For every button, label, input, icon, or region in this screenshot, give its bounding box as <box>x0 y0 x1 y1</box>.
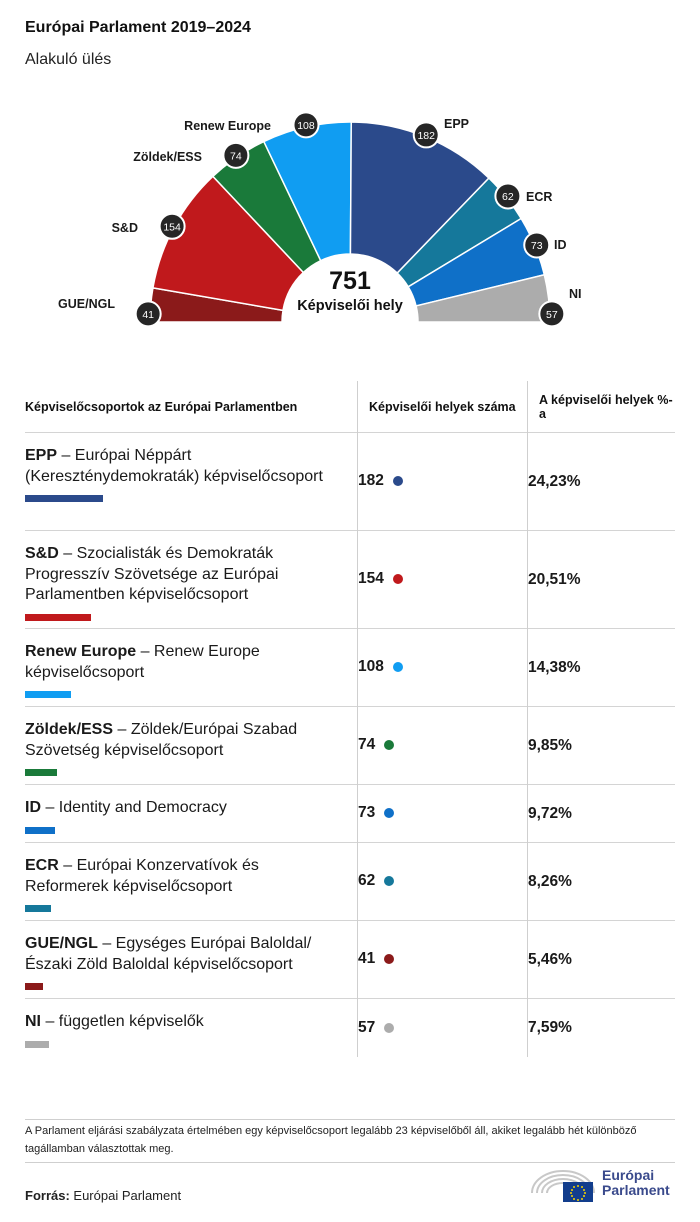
group-name <box>25 856 333 897</box>
group-color-dot <box>393 662 403 672</box>
seat-count: 41 <box>358 950 376 968</box>
group-label: Renew Europe <box>184 119 271 133</box>
header-seats: Képviselői helyek száma <box>358 381 528 433</box>
seat-count: 74 <box>358 736 376 754</box>
group-description: – független képviselők <box>41 1013 204 1030</box>
table-row <box>25 531 675 629</box>
group-name <box>25 720 333 761</box>
seats-cell <box>358 843 528 921</box>
group-cell <box>25 999 358 1057</box>
seats-cell <box>358 531 528 629</box>
total-seats-caption: Képviselői hely <box>297 298 403 314</box>
seats-cell <box>358 433 528 531</box>
group-cell <box>25 707 358 785</box>
group-color-bar <box>25 769 57 776</box>
group-description: – Európai Konzervatívok és Reformerek képviselőcsoport <box>25 857 259 895</box>
group-abbr: Zöldek/ESS <box>25 721 114 738</box>
group-label: GUE/NGL <box>58 297 115 311</box>
group-color-dot <box>393 574 403 584</box>
group-cell <box>25 433 358 531</box>
table-row <box>25 921 675 999</box>
seat-badge-value: 154 <box>163 221 181 234</box>
group-description: – Európai Néppárt (Kereszténydemokraták) képviselőcsoport <box>25 447 323 485</box>
seat-badge-value: 108 <box>297 119 315 132</box>
group-cell <box>25 785 358 843</box>
group-color-bar <box>25 614 91 621</box>
group-cell <box>25 843 358 921</box>
group-name <box>25 544 333 606</box>
seat-badge-value: 62 <box>502 191 514 204</box>
group-abbr: GUE/NGL <box>25 935 98 952</box>
group-label: ECR <box>526 190 553 204</box>
group-cell <box>25 921 358 999</box>
seat-badge-value: 73 <box>530 239 543 252</box>
group-description: – Egységes Európai Baloldal/ Északi Zöld Baloldal képviselőcsoport <box>25 935 312 973</box>
group-name <box>25 642 333 683</box>
group-name <box>25 446 333 487</box>
group-name <box>25 934 333 975</box>
group-color-bar <box>25 691 71 698</box>
group-abbr: EPP <box>25 447 58 464</box>
logo-line1: Európai <box>602 1167 655 1183</box>
header-percent: A képviselői helyek %-a <box>528 381 676 433</box>
group-cell <box>25 629 358 707</box>
total-seats <box>276 266 424 316</box>
table-row <box>25 785 675 843</box>
logo-line2: Parlament <box>602 1182 670 1198</box>
seat-count: 73 <box>358 804 376 822</box>
group-abbr: ID <box>25 799 41 816</box>
percent-cell: 9,85% <box>528 707 676 785</box>
percent-cell: 14,38% <box>528 629 676 707</box>
group-description: – Renew Europe képviselőcsoport <box>25 643 260 681</box>
source-value: Európai Parlament <box>69 1188 182 1203</box>
group-label: S&D <box>111 221 138 235</box>
percent-cell: 24,23% <box>528 433 676 531</box>
group-color-bar <box>25 1041 49 1048</box>
group-abbr: Renew Europe <box>25 643 137 660</box>
source <box>25 1188 181 1203</box>
group-color-bar <box>25 827 55 834</box>
seat-badge-value: 182 <box>417 129 435 142</box>
group-color-dot <box>384 876 394 886</box>
group-color-dot <box>384 808 394 818</box>
seats-cell <box>358 921 528 999</box>
table-header-row <box>25 381 675 433</box>
seats-cell <box>358 629 528 707</box>
seat-count: 182 <box>358 472 384 490</box>
seat-badge-value: 41 <box>142 308 155 321</box>
seat-count: 57 <box>358 1018 376 1036</box>
seats-cell <box>358 999 528 1057</box>
group-description: – Szocialisták és Demokraták Progresszív Szövetsége az Európai Parlamentben képviselőcsoport <box>25 545 279 603</box>
table-row <box>25 629 675 707</box>
percent-cell: 5,46% <box>528 921 676 999</box>
group-color-bar <box>25 495 103 502</box>
percent-cell: 7,59% <box>528 999 676 1057</box>
group-color-dot <box>384 954 394 964</box>
table-row <box>25 707 675 785</box>
ep-logo <box>529 1165 679 1205</box>
hemicycle-logo-icon <box>529 1165 597 1203</box>
group-label: ID <box>554 238 567 252</box>
group-color-dot <box>393 476 403 486</box>
group-name <box>25 798 333 819</box>
page-title: Európai Parlament 2019–2024 <box>25 19 251 36</box>
table-row <box>25 433 675 531</box>
group-color-dot <box>384 740 394 750</box>
seat-badge-value: 57 <box>545 308 558 321</box>
group-label: NI <box>569 287 582 301</box>
group-cell <box>25 531 358 629</box>
group-description: – Zöldek/Európai Szabad Szövetség képviselőcsoport <box>25 721 298 759</box>
group-name <box>25 1012 333 1033</box>
percent-cell: 20,51% <box>528 531 676 629</box>
group-color-dot <box>384 1023 394 1033</box>
group-abbr: S&D <box>25 545 59 562</box>
total-seats-number: 751 <box>329 267 371 295</box>
group-abbr: NI <box>25 1013 41 1030</box>
source-label: Forrás: <box>25 1188 70 1203</box>
group-label: Zöldek/ESS <box>133 150 202 164</box>
group-abbr: ECR <box>25 857 59 874</box>
table-row <box>25 843 675 921</box>
group-description: – Identity and Democracy <box>41 799 227 816</box>
seat-count: 154 <box>358 570 384 588</box>
seat-count: 108 <box>358 658 384 676</box>
group-color-bar <box>25 905 51 912</box>
seat-count: 62 <box>358 872 376 890</box>
seats-cell <box>358 785 528 843</box>
seat-badge-value: 74 <box>230 150 242 163</box>
logo-text <box>602 1168 670 1198</box>
percent-cell: 8,26% <box>528 843 676 921</box>
footnote: A Parlament eljárási szabályzata értelmében egy képviselőcsoport legalább 23 képviselőből áll, akiket legalább hét különböző tagállamban választottak meg. <box>25 1119 675 1163</box>
header-group: Képviselőcsoportok az Európai Parlamentben <box>25 399 298 414</box>
groups-table <box>25 381 675 1057</box>
table-row <box>25 999 675 1057</box>
seats-cell <box>358 707 528 785</box>
percent-cell: 9,72% <box>528 785 676 843</box>
page-subtitle: Alakuló ülés <box>25 51 112 68</box>
group-color-bar <box>25 983 43 990</box>
group-label: EPP <box>444 117 470 131</box>
